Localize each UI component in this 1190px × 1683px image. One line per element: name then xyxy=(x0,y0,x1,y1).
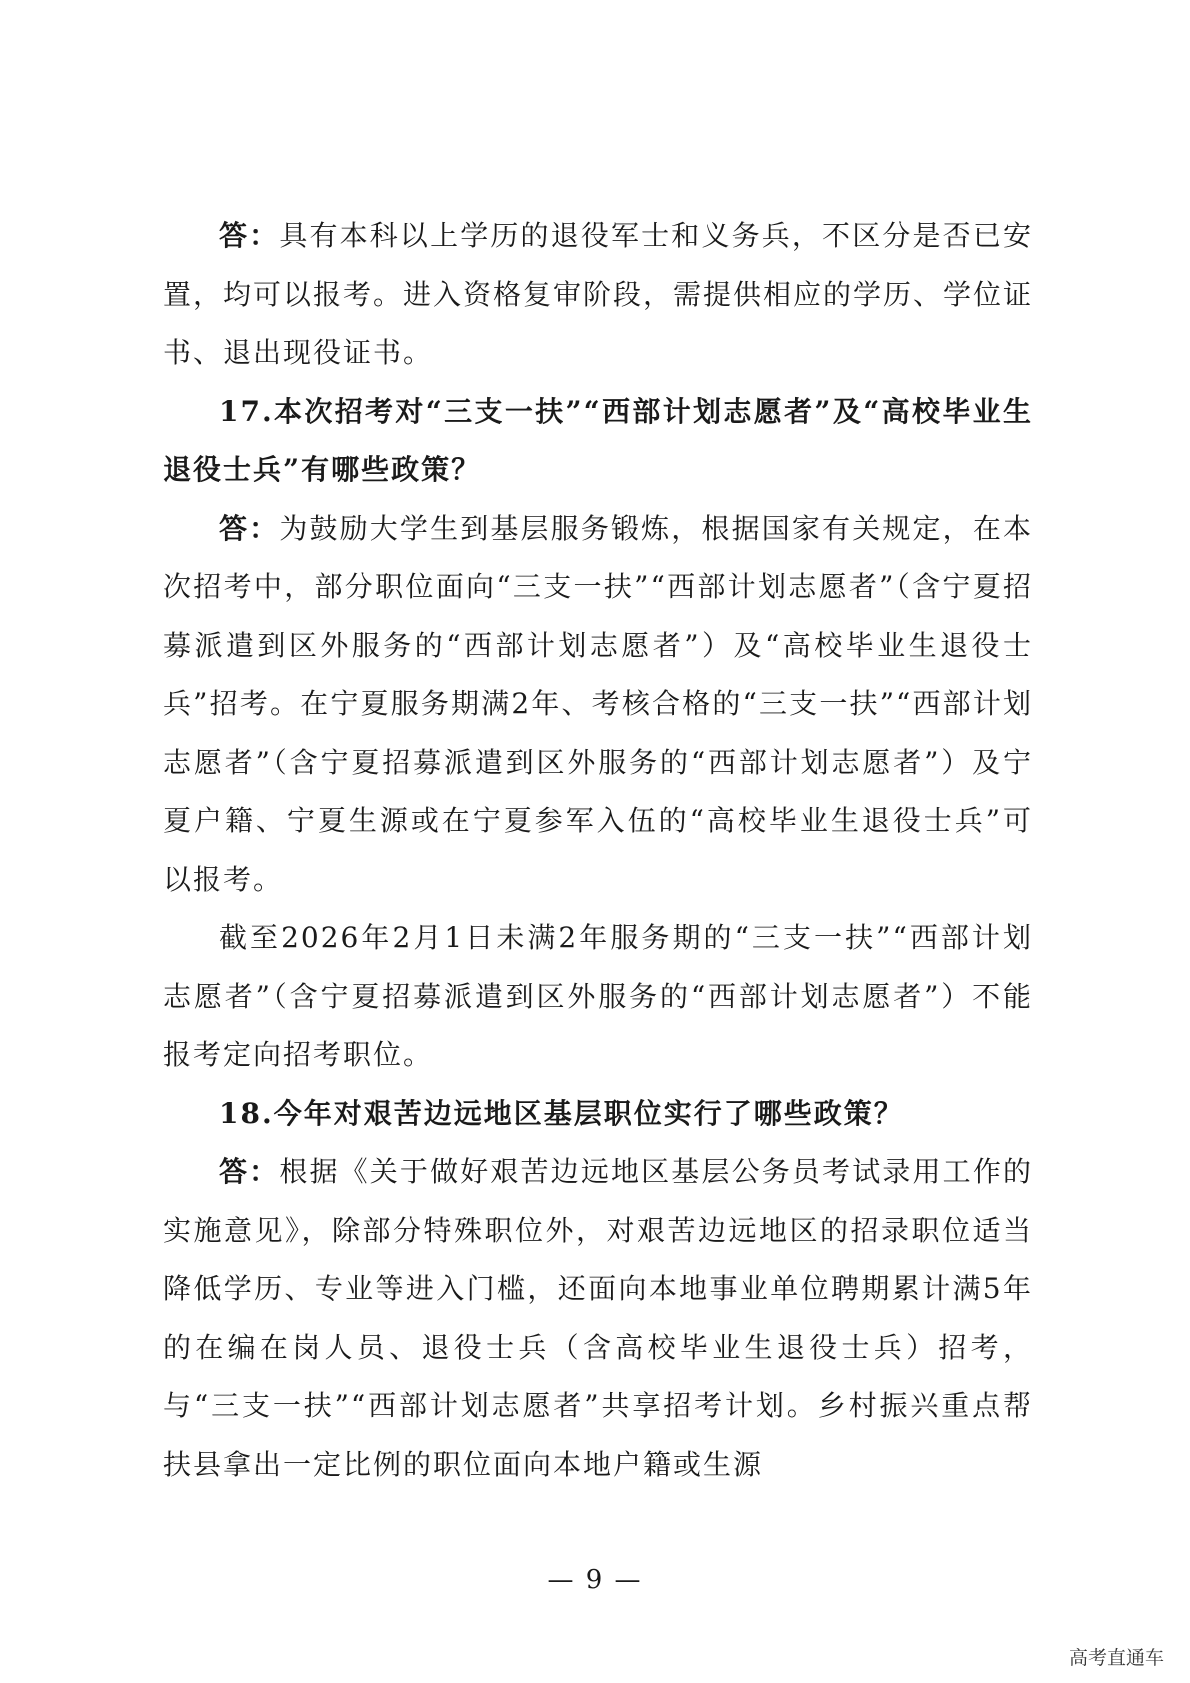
question-18: 18.今年对艰苦边远地区基层职位实行了哪些政策？ xyxy=(219,1096,904,1130)
answer-label: 答： xyxy=(219,1155,280,1188)
answer-text: 具有本科以上学历的退役军士和义务兵，不区分是否已安置，均可以报考。进入资格复审阶段，需提供相应的学历、学位证书、退出现役证书。 xyxy=(163,219,1034,369)
question-17: 17.本次招考对“三支一扶”“西部计划志愿者”及“高校毕业生退役士兵”有哪些政策？ xyxy=(163,394,1033,486)
document-body xyxy=(163,207,1033,1494)
watermark: 高考直通车 xyxy=(1068,1647,1164,1669)
answer-text: 根据《关于做好艰苦边远地区基层公务员考试录用工作的实施意见》，除部分特殊职位外，对艰苦边远地区的招录职位适当降低学历、专业等进入门槛，还面向本地事业单位聘期累计满5年的在编在岗人员、退役士兵（含高校毕业生退役士兵）招考，与“三支一扶”“西部计划志愿者”共享招考计划。乡村振兴重点帮扶县拿出一定比例的职位面向本地户籍或生源 xyxy=(163,1155,1033,1481)
answer-paragraph-18 xyxy=(163,1143,1033,1494)
answer-label: 答： xyxy=(219,219,280,252)
answer-paragraph-17 xyxy=(163,500,1033,910)
answer-label: 答： xyxy=(219,511,280,545)
answer-paragraph-1 xyxy=(163,207,1033,383)
answer-text: 为鼓励大学生到基层服务锻炼，根据国家有关规定，在本次招考中，部分职位面向“三支一扶”“西部计划志愿者”（含宁夏招募派遣到区外服务的“西部计划志愿者”）及“高校毕业生退役士兵”招考。在宁夏服务期满2年、考核合格的“三支一扶”“西部计划志愿者”（含宁夏招募派遣到区外服务的“西部计划志愿者”）及宁夏户籍、宁夏生源或在宁夏参军入伍的“高校毕业生退役士兵”可以报考。 xyxy=(163,511,1033,896)
page-number: — 9 — xyxy=(547,1565,643,1595)
deadline-paragraph: 截至2026年2月1日未满2年服务期的“三支一扶”“西部计划志愿者”（含宁夏招募派遣到区外服务的“西部计划志愿者”）不能报考定向招考职位。 xyxy=(163,921,1033,1071)
